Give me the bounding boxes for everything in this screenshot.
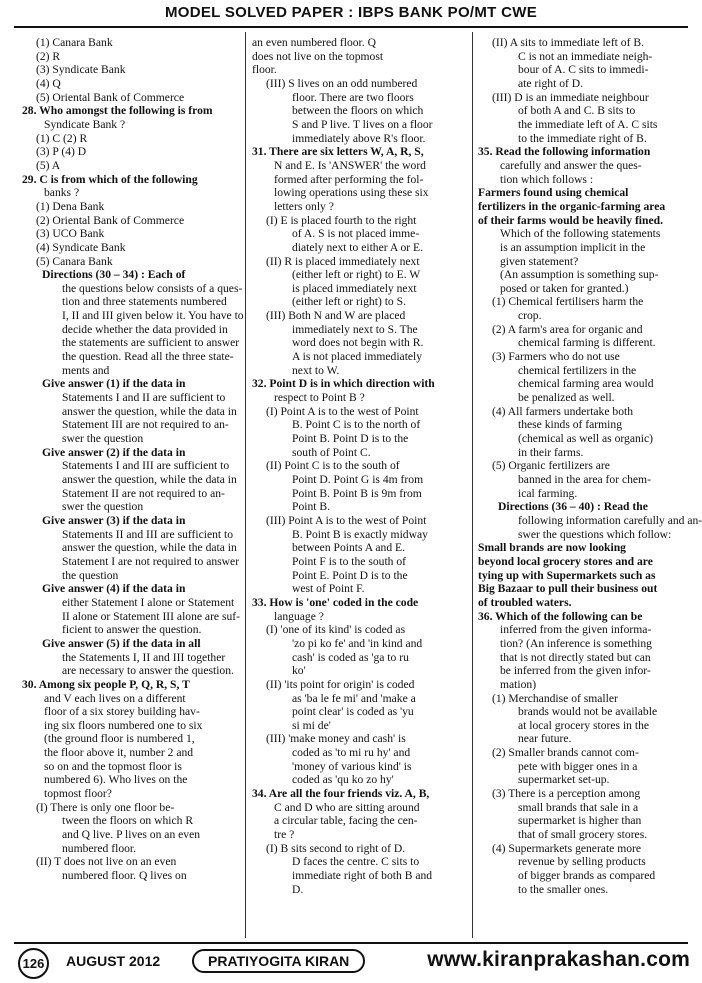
- text-line: (1) Merchandise of smaller: [492, 691, 618, 705]
- magazine-name: PRATIYOGITA KIRAN: [192, 949, 365, 973]
- column-divider: [245, 32, 246, 938]
- text-line: (II) 'its point for origin' is coded: [266, 677, 415, 691]
- page-number: 126: [18, 948, 49, 979]
- text-line: small brands that sale in a: [518, 800, 639, 814]
- text-line: numbered 6). Who lives on the: [44, 773, 188, 787]
- text-line: diately next to either A or E.: [292, 240, 424, 254]
- text-line: I, II and III given below it. You have to: [62, 309, 244, 323]
- text-line: as 'ba le fe mi' and 'make a: [292, 691, 416, 705]
- text-line: (I) B sits second to right of D.: [266, 841, 406, 855]
- text-line: ficient to answer the question.: [62, 623, 202, 637]
- header-rule: [14, 26, 688, 28]
- text-line: (5) Organic fertilizers are: [492, 459, 610, 473]
- text-line: inferred from the given informa-: [500, 623, 652, 637]
- text-line: Point F is to the south of: [292, 554, 407, 568]
- page-footer: [14, 945, 690, 979]
- text-line: (III) S lives on an odd numbered: [266, 76, 418, 90]
- text-line: the floor above it, number 2 and: [44, 746, 194, 760]
- text-line: (I) There is only one floor be-: [36, 800, 175, 814]
- text-line: a circular table, facing the cen-: [274, 814, 418, 828]
- text-line: swer the question: [62, 432, 144, 446]
- text-line: (3) UCO Bank: [36, 227, 105, 241]
- text-line: swer the question: [62, 500, 144, 514]
- text-line: an even numbered floor. Q: [252, 36, 376, 49]
- text-line: are necessary to answer the question.: [62, 664, 234, 678]
- text-line: swer the questions which follow:: [518, 527, 672, 541]
- text-line: S and P live. T lives on a floor: [292, 117, 433, 131]
- text-line: supermarket set-up.: [518, 773, 610, 787]
- text-line: Give answer (4) if the data in: [42, 582, 186, 596]
- text-line: (either left or right) to E. W: [292, 268, 421, 282]
- text-line: banned in the area for chem-: [518, 473, 651, 486]
- text-line: of bigger brands as compared: [518, 869, 656, 883]
- text-line: (I) Point A is to the west of Point: [266, 404, 419, 418]
- text-line: ical farming.: [518, 486, 578, 500]
- text-line: Point E. Point D is to the: [292, 568, 408, 582]
- text-line: 30. Among six people P, Q, R, S, T: [22, 677, 190, 691]
- text-line: is an assumption implicit in the: [500, 240, 646, 254]
- text-line: 'zo pi ko fe' and 'in kind and: [292, 636, 423, 650]
- text-line: Small brands are now looking: [478, 541, 626, 555]
- text-line: Point B.: [292, 500, 331, 514]
- text-line: (3) P (4) D: [36, 145, 87, 159]
- text-line: floor of a six storey building hav-: [44, 705, 200, 719]
- text-line: chemical fertilizers in the: [518, 363, 637, 377]
- text-line: answer the question, while the data in: [62, 404, 237, 418]
- text-line: between Points A and E.: [292, 541, 406, 555]
- text-line: tween the floors on which R: [62, 814, 194, 828]
- text-line: ments and: [62, 363, 110, 377]
- text-line: (3) Syndicate Bank: [36, 63, 126, 77]
- text-line: B. Point C is to the north of: [292, 418, 421, 432]
- text-line: (III) Both N and W are placed: [266, 309, 406, 323]
- text-line: brands would not be available: [518, 705, 658, 719]
- text-line: 31. There are six letters W, A, R, S,: [252, 145, 424, 159]
- text-line: word does not begin with R.: [292, 336, 424, 350]
- text-line: numbered floor.: [62, 841, 137, 855]
- text-line: and V each lives on a different: [44, 691, 186, 705]
- text-line: (2) A farm's area for organic and: [492, 322, 643, 336]
- text-line: Give answer (5) if the data in all: [42, 636, 201, 650]
- text-line: II alone or Statement III alone are suf-: [62, 609, 241, 623]
- text-line: chemical farming area would: [518, 377, 654, 391]
- text-line: Which of the following statements: [500, 227, 661, 241]
- text-line: (III) D is an immediate neighbour: [492, 90, 649, 104]
- text-line: so on and the topmost floor is: [44, 759, 182, 773]
- text-line: (4) Q: [36, 76, 61, 90]
- column-divider: [472, 32, 473, 938]
- text-line: these kinds of farming: [518, 418, 622, 432]
- text-line: N and E. Is 'ANSWER' the word: [274, 158, 426, 172]
- text-line: C and D who are sitting around: [274, 800, 420, 814]
- text-line: Statements I and III are sufficient to: [62, 459, 230, 473]
- text-line: Point B. Point B is 9m from: [292, 486, 422, 500]
- text-line: of both A and C. B sits to: [518, 104, 636, 118]
- text-line: coded as 'to mi ru hy' and: [292, 746, 411, 760]
- text-line: Give answer (1) if the data in: [42, 377, 186, 391]
- text-line: and Q live. P lives on an even: [62, 828, 201, 842]
- text-line: D faces the centre. C sits to: [292, 855, 420, 869]
- text-line: formed after performing the fol-: [274, 172, 424, 186]
- text-line: tion? (An inference is something: [500, 636, 652, 650]
- text-line: immediately next to S. The: [292, 322, 418, 336]
- text-line: supermarket is higher than: [518, 814, 642, 828]
- text-line: (4) Supermarkets generate more: [492, 841, 642, 855]
- text-line: be inferred from the given infor-: [500, 664, 651, 678]
- text-line: 34. Are all the four friends viz. A, B,: [252, 787, 430, 801]
- text-line: (II) Point C is to the south of: [266, 459, 400, 473]
- text-line: (chemical as well as organic): [518, 432, 653, 446]
- text-line: the Statements I, II and III together: [62, 650, 226, 664]
- text-line: (2) R: [36, 49, 61, 63]
- text-line: D.: [292, 882, 304, 896]
- text-line: Give answer (3) if the data in: [42, 513, 186, 527]
- text-line: 33. How is 'one' coded in the code: [252, 595, 419, 609]
- text-line: of troubled waters.: [478, 595, 572, 609]
- text-line: the question: [62, 568, 119, 582]
- text-line: (the ground floor is numbered 1,: [44, 732, 195, 746]
- text-line: Statement II are not required to an-: [62, 486, 225, 500]
- text-line: posed or taken for granted.): [500, 281, 629, 295]
- text-line: the question. Read all the three state-: [62, 350, 234, 364]
- text-line: 28. Who amongst the following is from: [22, 104, 213, 118]
- text-line: Statements I and II are sufficient to: [62, 391, 226, 405]
- text-line: that of small grocery stores.: [518, 828, 648, 842]
- text-line: (III) 'make money and cash' is: [266, 732, 406, 746]
- text-line: crop.: [518, 309, 542, 323]
- text-line: (3) There is a perception among: [492, 787, 641, 801]
- text-line: tying up with Supermarkets such as: [478, 568, 656, 582]
- text-line: the questions below consists of a ques-: [62, 281, 243, 295]
- text-line: (II) T does not live on an even: [36, 855, 177, 869]
- text-line: following information carefully and an-: [518, 513, 702, 527]
- text-line: fertilizers in the organic-farming area: [478, 199, 666, 213]
- text-line: (2) Smaller brands cannot com-: [492, 746, 639, 760]
- text-line: (5) A: [36, 158, 61, 172]
- text-line: point clear' is coded as 'yu: [292, 705, 414, 719]
- text-line: is placed immediately next: [292, 281, 417, 295]
- text-line: Big Bazaar to pull their business out: [478, 582, 658, 596]
- text-line: beyond local grocery stores and are: [478, 554, 653, 568]
- text-line: tion and three statements numbered: [62, 295, 227, 309]
- text-line: (5) Canara Bank: [36, 254, 113, 268]
- text-line: decide whether the data provided in: [62, 322, 228, 336]
- text-line: (4) Syndicate Bank: [36, 240, 126, 254]
- text-line: Point B. Point D is to the: [292, 432, 409, 446]
- website-url: www.kiranprakashan.com: [427, 948, 690, 971]
- text-line: 29. C is from which of the following: [22, 172, 198, 186]
- text-line: B. Point B is exactly midway: [292, 527, 428, 541]
- text-line: Point D. Point G is 4m from: [292, 473, 424, 486]
- text-line: Syndicate Bank ?: [44, 117, 126, 131]
- text-line: carefully and answer the ques-: [500, 158, 642, 172]
- text-line: that is not directly stated but can: [500, 650, 651, 664]
- text-line: (I) 'one of its kind' is coded as: [266, 623, 406, 637]
- text-line: near future.: [518, 732, 572, 746]
- text-line: floor.: [252, 63, 277, 77]
- text-line: 'money of various kind' is: [292, 759, 412, 773]
- text-line: immediate right of both B and: [292, 869, 433, 883]
- text-line: (4) All farmers undertake both: [492, 404, 634, 418]
- text-line: in their farms.: [518, 445, 584, 459]
- text-line: mation): [500, 677, 537, 691]
- text-line: ate right of D.: [518, 76, 584, 90]
- text-line: cash' is coded as 'ga to ru: [292, 650, 409, 664]
- text-line: (2) Oriental Bank of Commerce: [36, 213, 185, 227]
- text-line: (5) Oriental Bank of Commerce: [36, 90, 185, 104]
- text-line: immediately above R's floor.: [292, 131, 426, 145]
- text-line: at local grocery stores in the: [518, 718, 650, 732]
- text-line: letters only ?: [274, 199, 334, 213]
- text-line: Directions (36 – 40) : Read the: [498, 500, 648, 514]
- text-line: Directions (30 – 34) : Each of: [42, 268, 186, 282]
- text-line: ko': [292, 664, 306, 678]
- text-line: (1) Chemical fertilisers harm the: [492, 295, 644, 309]
- text-line: Statement III are not required to an-: [62, 418, 229, 432]
- text-line: Farmers found using chemical: [478, 186, 629, 200]
- text-line: Statement I are not required to answer: [62, 554, 240, 568]
- text-line: respect to Point B ?: [274, 391, 365, 405]
- text-line: (III) Point A is to the west of Point: [266, 513, 427, 527]
- text-line: chemical farming is different.: [518, 336, 656, 350]
- text-line: tre ?: [274, 828, 295, 842]
- text-line: 36. Which of the following can be: [478, 609, 643, 623]
- text-line: pete with bigger ones in a: [518, 759, 638, 773]
- text-line: the immediate left of A. C sits: [518, 117, 658, 131]
- text-line: 35. Read the following information: [478, 145, 651, 159]
- text-line: of A. S is not placed imme-: [292, 227, 420, 241]
- text-line: lowing operations using these six: [274, 186, 429, 200]
- text-line: bour of A. C sits to immedi-: [518, 63, 649, 77]
- text-line: be penalized as well.: [518, 391, 615, 405]
- text-line: either Statement I alone or Statement: [62, 595, 235, 609]
- text-line: (I) E is placed fourth to the right: [266, 213, 417, 227]
- text-line: south of Point C.: [292, 445, 371, 459]
- text-line: topmost floor?: [44, 787, 112, 801]
- text-line: to the smaller ones.: [518, 882, 609, 896]
- text-line: answer the question, while the data in: [62, 541, 237, 555]
- text-line: numbered floor. Q lives on: [62, 869, 187, 883]
- text-line: (1) C (2) R: [36, 131, 88, 145]
- text-line: (1) Dena Bank: [36, 199, 105, 213]
- text-line: banks ?: [44, 186, 80, 200]
- text-line: to the immediate right of B.: [518, 131, 647, 145]
- text-line: (1) Canara Bank: [36, 36, 113, 49]
- text-line: coded as 'qu ko zo hy': [292, 773, 394, 787]
- text-line: language ?: [274, 609, 324, 623]
- text-line: (An assumption is something sup-: [500, 268, 659, 282]
- text-line: (either left or right) to S.: [292, 295, 406, 309]
- text-line: revenue by selling products: [518, 855, 646, 869]
- text-line: 32. Point D is in which direction with: [252, 377, 435, 391]
- text-line: tion which follows :: [500, 172, 594, 186]
- text-line: the statements are sufficient to answer: [62, 336, 240, 350]
- text-line: floor. There are two floors: [292, 90, 414, 104]
- text-line: between the floors on which: [292, 104, 424, 118]
- issue-date: AUGUST 2012: [66, 953, 161, 969]
- text-line: (II) R is placed immediately next: [266, 254, 420, 268]
- text-line: (II) A sits to immediate left of B.: [492, 36, 644, 49]
- text-line: si mi de': [292, 718, 331, 732]
- column-right: [478, 36, 702, 896]
- text-line: ing six floors numbered one to six: [44, 718, 203, 732]
- text-line: next to W.: [292, 363, 340, 377]
- text-line: does not live on the topmost: [252, 49, 384, 63]
- text-line: A is not placed immediately: [292, 350, 423, 364]
- column-middle: [252, 36, 468, 896]
- page-header: MODEL SOLVED PAPER : IBPS BANK PO/MT CWE: [164, 4, 538, 21]
- text-line: answer the question, while the data in: [62, 473, 237, 486]
- text-line: (3) Farmers who do not use: [492, 350, 620, 364]
- footer-rule: [14, 942, 688, 944]
- text-line: C is not an immediate neigh-: [518, 49, 653, 63]
- text-line: Statements II and III are sufficient to: [62, 527, 234, 541]
- text-line: of their farms would be heavily fined.: [478, 213, 663, 227]
- text-line: Give answer (2) if the data in: [42, 445, 186, 459]
- column-left: [22, 36, 244, 883]
- text-line: west of Point F.: [292, 582, 365, 596]
- text-line: given statement?: [500, 254, 579, 268]
